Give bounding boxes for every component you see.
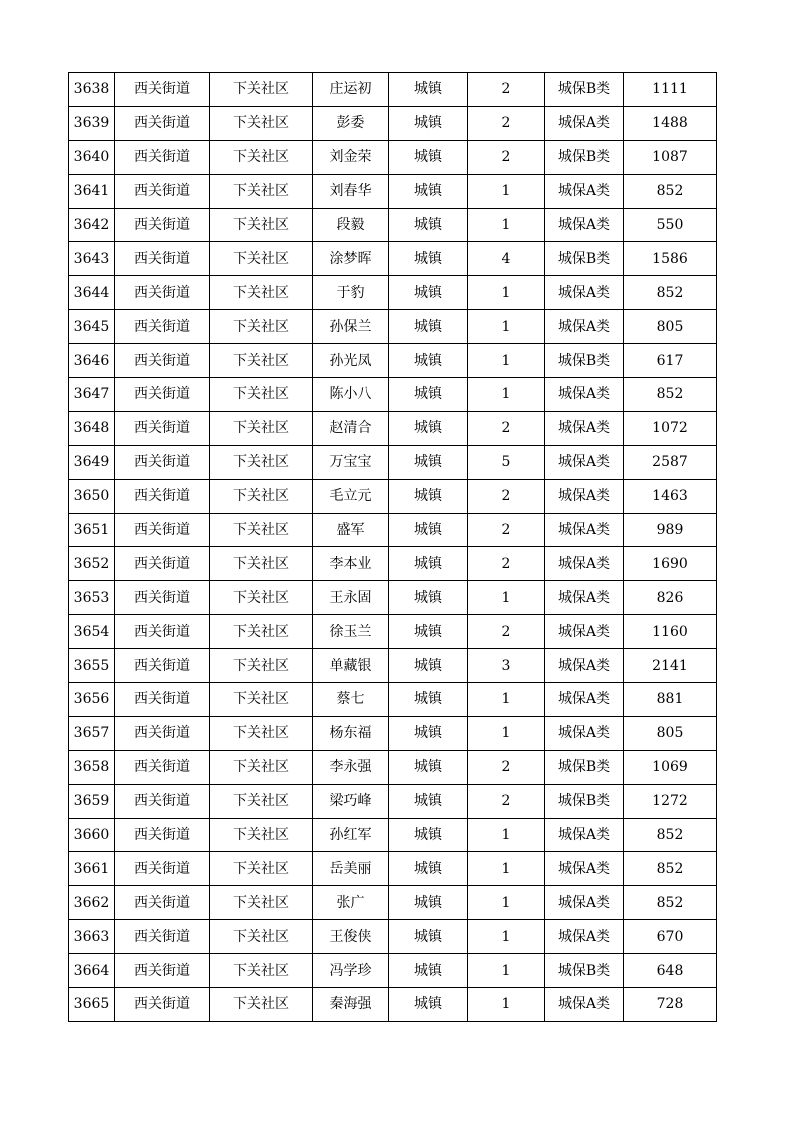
cell-people: 1 (468, 920, 545, 954)
cell-category: 城保A类 (545, 920, 624, 954)
table-row (69, 988, 717, 1022)
cell-category: 城保A类 (545, 445, 624, 479)
cell-community: 下关社区 (210, 683, 313, 717)
cell-name: 单藏银 (313, 649, 389, 683)
cell-id: 3652 (69, 547, 115, 581)
cell-amount: 1087 (624, 140, 717, 174)
cell-category: 城保A类 (545, 649, 624, 683)
cell-id: 3654 (69, 615, 115, 649)
cell-type: 城镇 (389, 242, 468, 276)
cell-id: 3645 (69, 310, 115, 344)
cell-people: 3 (468, 649, 545, 683)
table-row (69, 479, 717, 513)
cell-people: 1 (468, 716, 545, 750)
cell-category: 城保A类 (545, 208, 624, 242)
cell-amount: 852 (624, 378, 717, 412)
cell-id: 3640 (69, 140, 115, 174)
cell-id: 3663 (69, 920, 115, 954)
cell-type: 城镇 (389, 954, 468, 988)
cell-id: 3659 (69, 784, 115, 818)
cell-type: 城镇 (389, 852, 468, 886)
table-row (69, 615, 717, 649)
cell-amount: 852 (624, 886, 717, 920)
cell-type: 城镇 (389, 988, 468, 1022)
cell-name: 毛立元 (313, 479, 389, 513)
cell-id: 3656 (69, 683, 115, 717)
cell-name: 庄运初 (313, 73, 389, 107)
cell-community: 下关社区 (210, 513, 313, 547)
cell-people: 1 (468, 174, 545, 208)
table-row (69, 716, 717, 750)
cell-type: 城镇 (389, 784, 468, 818)
table-row (69, 106, 717, 140)
cell-id: 3639 (69, 106, 115, 140)
cell-people: 2 (468, 547, 545, 581)
cell-amount: 826 (624, 581, 717, 615)
cell-community: 下关社区 (210, 818, 313, 852)
cell-category: 城保A类 (545, 818, 624, 852)
cell-people: 4 (468, 242, 545, 276)
cell-people: 1 (468, 208, 545, 242)
table-row (69, 445, 717, 479)
cell-name: 秦海强 (313, 988, 389, 1022)
cell-street: 西关街道 (115, 513, 210, 547)
cell-type: 城镇 (389, 276, 468, 310)
cell-street: 西关街道 (115, 818, 210, 852)
cell-type: 城镇 (389, 411, 468, 445)
cell-category: 城保A类 (545, 106, 624, 140)
cell-amount: 1690 (624, 547, 717, 581)
cell-people: 1 (468, 378, 545, 412)
cell-amount: 1463 (624, 479, 717, 513)
table-row (69, 310, 717, 344)
cell-amount: 1586 (624, 242, 717, 276)
cell-amount: 2587 (624, 445, 717, 479)
cell-type: 城镇 (389, 310, 468, 344)
cell-name: 杨东福 (313, 716, 389, 750)
cell-type: 城镇 (389, 479, 468, 513)
cell-id: 3662 (69, 886, 115, 920)
cell-type: 城镇 (389, 344, 468, 378)
cell-type: 城镇 (389, 378, 468, 412)
table-row (69, 276, 717, 310)
cell-amount: 2141 (624, 649, 717, 683)
cell-street: 西关街道 (115, 988, 210, 1022)
cell-id: 3638 (69, 73, 115, 107)
cell-category: 城保A类 (545, 276, 624, 310)
cell-category: 城保A类 (545, 479, 624, 513)
cell-street: 西关街道 (115, 581, 210, 615)
cell-id: 3660 (69, 818, 115, 852)
cell-community: 下关社区 (210, 378, 313, 412)
table-row (69, 174, 717, 208)
cell-people: 2 (468, 513, 545, 547)
cell-street: 西关街道 (115, 310, 210, 344)
cell-street: 西关街道 (115, 106, 210, 140)
cell-type: 城镇 (389, 513, 468, 547)
cell-amount: 881 (624, 683, 717, 717)
cell-category: 城保A类 (545, 547, 624, 581)
cell-amount: 805 (624, 716, 717, 750)
cell-type: 城镇 (389, 106, 468, 140)
cell-amount: 852 (624, 852, 717, 886)
cell-amount: 1160 (624, 615, 717, 649)
cell-category: 城保B类 (545, 954, 624, 988)
cell-street: 西关街道 (115, 208, 210, 242)
table-row (69, 886, 717, 920)
cell-type: 城镇 (389, 73, 468, 107)
cell-street: 西关街道 (115, 411, 210, 445)
cell-name: 刘金荣 (313, 140, 389, 174)
cell-people: 2 (468, 615, 545, 649)
cell-name: 段毅 (313, 208, 389, 242)
cell-street: 西关街道 (115, 683, 210, 717)
table-row (69, 208, 717, 242)
cell-community: 下关社区 (210, 784, 313, 818)
cell-id: 3657 (69, 716, 115, 750)
table-row (69, 784, 717, 818)
cell-amount: 550 (624, 208, 717, 242)
table-row (69, 140, 717, 174)
cell-street: 西关街道 (115, 276, 210, 310)
cell-id: 3661 (69, 852, 115, 886)
cell-street: 西关街道 (115, 954, 210, 988)
cell-name: 刘春华 (313, 174, 389, 208)
cell-street: 西关街道 (115, 479, 210, 513)
table-body (69, 73, 717, 1022)
cell-people: 2 (468, 73, 545, 107)
cell-amount: 989 (624, 513, 717, 547)
cell-people: 1 (468, 988, 545, 1022)
cell-community: 下关社区 (210, 140, 313, 174)
cell-amount: 670 (624, 920, 717, 954)
cell-people: 1 (468, 886, 545, 920)
cell-community: 下关社区 (210, 852, 313, 886)
cell-street: 西关街道 (115, 242, 210, 276)
cell-community: 下关社区 (210, 106, 313, 140)
cell-id: 3641 (69, 174, 115, 208)
table-row (69, 242, 717, 276)
cell-community: 下关社区 (210, 954, 313, 988)
table-row (69, 920, 717, 954)
cell-amount: 852 (624, 818, 717, 852)
cell-people: 2 (468, 784, 545, 818)
table-row (69, 649, 717, 683)
cell-name: 王永固 (313, 581, 389, 615)
cell-street: 西关街道 (115, 344, 210, 378)
cell-id: 3646 (69, 344, 115, 378)
cell-street: 西关街道 (115, 174, 210, 208)
cell-name: 赵清合 (313, 411, 389, 445)
cell-category: 城保A类 (545, 411, 624, 445)
cell-category: 城保A类 (545, 852, 624, 886)
cell-community: 下关社区 (210, 445, 313, 479)
cell-type: 城镇 (389, 547, 468, 581)
cell-people: 1 (468, 276, 545, 310)
table-row (69, 818, 717, 852)
cell-id: 3655 (69, 649, 115, 683)
cell-street: 西关街道 (115, 852, 210, 886)
cell-community: 下关社区 (210, 615, 313, 649)
cell-category: 城保B类 (545, 750, 624, 784)
cell-category: 城保B类 (545, 784, 624, 818)
cell-community: 下关社区 (210, 208, 313, 242)
cell-community: 下关社区 (210, 581, 313, 615)
cell-category: 城保B类 (545, 73, 624, 107)
cell-community: 下关社区 (210, 73, 313, 107)
cell-community: 下关社区 (210, 649, 313, 683)
cell-people: 2 (468, 106, 545, 140)
cell-type: 城镇 (389, 649, 468, 683)
cell-name: 岳美丽 (313, 852, 389, 886)
cell-people: 2 (468, 411, 545, 445)
cell-people: 2 (468, 479, 545, 513)
cell-type: 城镇 (389, 920, 468, 954)
cell-type: 城镇 (389, 615, 468, 649)
table-row (69, 547, 717, 581)
cell-community: 下关社区 (210, 344, 313, 378)
cell-amount: 1069 (624, 750, 717, 784)
cell-community: 下关社区 (210, 310, 313, 344)
data-table (68, 72, 717, 1022)
cell-community: 下关社区 (210, 479, 313, 513)
cell-name: 孙光凤 (313, 344, 389, 378)
cell-amount: 805 (624, 310, 717, 344)
cell-name: 于豹 (313, 276, 389, 310)
document-page (68, 72, 717, 1022)
cell-name: 陈小八 (313, 378, 389, 412)
cell-street: 西关街道 (115, 649, 210, 683)
cell-amount: 1272 (624, 784, 717, 818)
table-row (69, 750, 717, 784)
cell-community: 下关社区 (210, 411, 313, 445)
cell-community: 下关社区 (210, 242, 313, 276)
cell-street: 西关街道 (115, 716, 210, 750)
cell-name: 徐玉兰 (313, 615, 389, 649)
cell-street: 西关街道 (115, 140, 210, 174)
cell-community: 下关社区 (210, 174, 313, 208)
cell-name: 冯学珍 (313, 954, 389, 988)
cell-street: 西关街道 (115, 920, 210, 954)
cell-category: 城保A类 (545, 886, 624, 920)
cell-name: 李本业 (313, 547, 389, 581)
cell-street: 西关街道 (115, 445, 210, 479)
table-row (69, 411, 717, 445)
cell-id: 3642 (69, 208, 115, 242)
cell-category: 城保B类 (545, 344, 624, 378)
cell-street: 西关街道 (115, 547, 210, 581)
cell-name: 张广 (313, 886, 389, 920)
cell-type: 城镇 (389, 886, 468, 920)
cell-id: 3650 (69, 479, 115, 513)
cell-id: 3647 (69, 378, 115, 412)
cell-name: 蔡七 (313, 683, 389, 717)
cell-people: 1 (468, 852, 545, 886)
cell-community: 下关社区 (210, 276, 313, 310)
cell-name: 涂梦晖 (313, 242, 389, 276)
cell-type: 城镇 (389, 818, 468, 852)
cell-name: 万宝宝 (313, 445, 389, 479)
cell-type: 城镇 (389, 750, 468, 784)
cell-id: 3649 (69, 445, 115, 479)
cell-people: 1 (468, 683, 545, 717)
cell-category: 城保A类 (545, 513, 624, 547)
cell-category: 城保B类 (545, 140, 624, 174)
cell-people: 1 (468, 818, 545, 852)
table-row (69, 954, 717, 988)
table-row (69, 513, 717, 547)
cell-type: 城镇 (389, 716, 468, 750)
cell-type: 城镇 (389, 174, 468, 208)
cell-community: 下关社区 (210, 750, 313, 784)
cell-people: 1 (468, 344, 545, 378)
cell-community: 下关社区 (210, 920, 313, 954)
cell-name: 盛军 (313, 513, 389, 547)
cell-id: 3658 (69, 750, 115, 784)
cell-name: 王俊侠 (313, 920, 389, 954)
cell-type: 城镇 (389, 581, 468, 615)
cell-amount: 648 (624, 954, 717, 988)
cell-type: 城镇 (389, 445, 468, 479)
cell-street: 西关街道 (115, 378, 210, 412)
cell-category: 城保A类 (545, 615, 624, 649)
cell-people: 5 (468, 445, 545, 479)
cell-people: 1 (468, 581, 545, 615)
cell-community: 下关社区 (210, 886, 313, 920)
cell-amount: 728 (624, 988, 717, 1022)
cell-type: 城镇 (389, 208, 468, 242)
cell-name: 李永强 (313, 750, 389, 784)
table-row (69, 73, 717, 107)
cell-people: 1 (468, 310, 545, 344)
cell-people: 2 (468, 750, 545, 784)
cell-amount: 1072 (624, 411, 717, 445)
cell-type: 城镇 (389, 140, 468, 174)
table-row (69, 683, 717, 717)
cell-id: 3653 (69, 581, 115, 615)
cell-amount: 1111 (624, 73, 717, 107)
cell-category: 城保A类 (545, 683, 624, 717)
cell-amount: 852 (624, 174, 717, 208)
cell-category: 城保A类 (545, 378, 624, 412)
cell-id: 3648 (69, 411, 115, 445)
cell-community: 下关社区 (210, 547, 313, 581)
cell-street: 西关街道 (115, 886, 210, 920)
cell-id: 3664 (69, 954, 115, 988)
cell-people: 1 (468, 954, 545, 988)
cell-id: 3651 (69, 513, 115, 547)
cell-type: 城镇 (389, 683, 468, 717)
cell-people: 2 (468, 140, 545, 174)
cell-name: 彭委 (313, 106, 389, 140)
cell-category: 城保B类 (545, 242, 624, 276)
cell-amount: 617 (624, 344, 717, 378)
cell-community: 下关社区 (210, 716, 313, 750)
cell-category: 城保A类 (545, 174, 624, 208)
cell-category: 城保A类 (545, 581, 624, 615)
cell-street: 西关街道 (115, 615, 210, 649)
cell-name: 孙红军 (313, 818, 389, 852)
table-row (69, 581, 717, 615)
cell-name: 孙保兰 (313, 310, 389, 344)
cell-name: 梁巧峰 (313, 784, 389, 818)
cell-amount: 1488 (624, 106, 717, 140)
cell-category: 城保A类 (545, 310, 624, 344)
cell-category: 城保A类 (545, 988, 624, 1022)
cell-id: 3643 (69, 242, 115, 276)
cell-id: 3644 (69, 276, 115, 310)
cell-id: 3665 (69, 988, 115, 1022)
table-row (69, 852, 717, 886)
cell-amount: 852 (624, 276, 717, 310)
cell-category: 城保A类 (545, 716, 624, 750)
cell-street: 西关街道 (115, 784, 210, 818)
table-row (69, 378, 717, 412)
table-row (69, 344, 717, 378)
cell-community: 下关社区 (210, 988, 313, 1022)
cell-street: 西关街道 (115, 73, 210, 107)
cell-street: 西关街道 (115, 750, 210, 784)
